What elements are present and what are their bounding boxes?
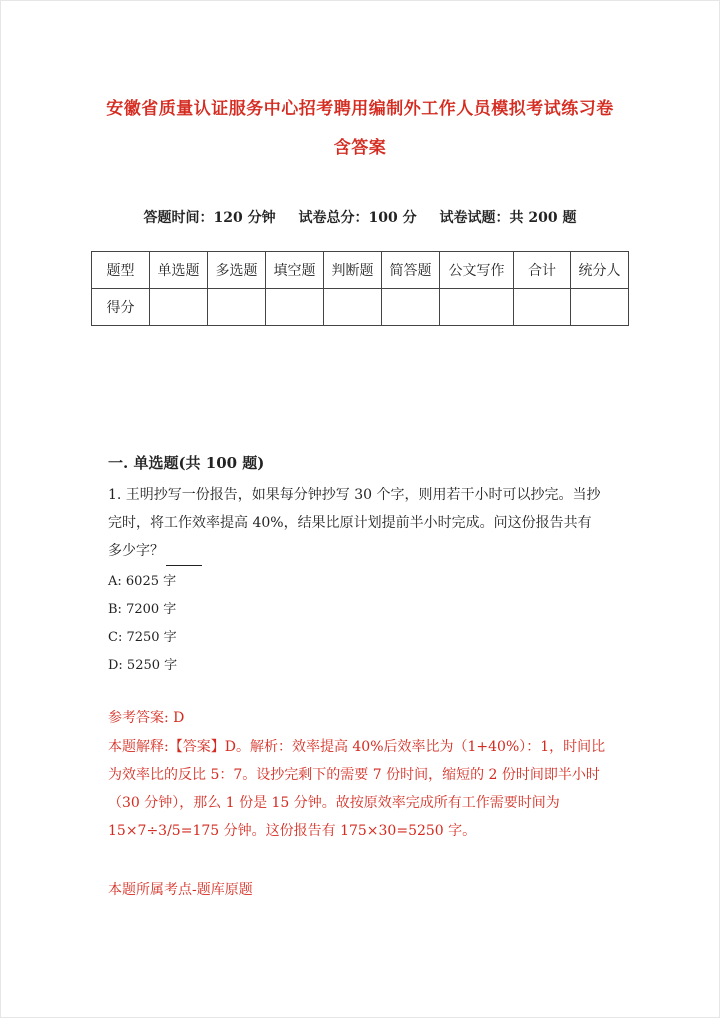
header-cell-scorer: 统分人 [571, 252, 629, 289]
topic-note: 本题所属考点-题库原题 [108, 882, 253, 898]
question-text-line: 完时，将工作效率提高 40%，结果比原计划提前半小时完成。问这份报告共有 [108, 515, 592, 531]
header-cell-judge: 判断题 [324, 252, 382, 289]
exam-total-score: 试卷总分：100 分 [298, 210, 417, 226]
header-cell-multi: 多选题 [208, 252, 266, 289]
score-table-score-row [92, 289, 629, 326]
answer-blank [166, 549, 202, 566]
reference-answer: 参考答案: D [108, 710, 185, 726]
row-label-score: 得分 [92, 289, 150, 326]
document-title: 安徽省质量认证服务中心招考聘用编制外工作人员模拟考试练习卷 [106, 99, 614, 119]
score-cell [571, 289, 629, 326]
exam-meta [0, 207, 720, 227]
header-cell-fill: 填空题 [266, 252, 324, 289]
header-cell-single: 单选题 [150, 252, 208, 289]
explanation-line: 为效率比的反比 5：7。设抄完剩下的需要 7 份时间，缩短的 2 份时间即半小时 [108, 767, 600, 783]
header-cell-writing: 公文写作 [440, 252, 514, 289]
header-cell-total: 合计 [514, 252, 571, 289]
score-table-header-row [92, 252, 629, 289]
score-cell [208, 289, 266, 326]
score-cell [324, 289, 382, 326]
explanation-line: 15×7÷3/5=175 分钟。这份报告有 175×30=5250 字。 [108, 823, 477, 839]
score-cell [382, 289, 440, 326]
score-cell [514, 289, 571, 326]
section-title: 一. 单选题(共 100 题) [108, 454, 265, 472]
exam-time: 答题时间：120 分钟 [143, 210, 276, 226]
score-cell [150, 289, 208, 326]
score-cell [266, 289, 324, 326]
explanation-line: （30 分钟），那么 1 份是 15 分钟。故按原效率完成所有工作需要时间为 [108, 795, 560, 811]
document-title-line2: 含答案 [333, 138, 387, 158]
question-text-line [108, 537, 618, 566]
option-a: A: 6025 字 [108, 574, 177, 589]
score-cell [440, 289, 514, 326]
option-d: D: 5250 字 [108, 658, 178, 673]
explanation-line: 本题解释:【答案】D。解析：效率提高 40%后效率比为（1+40%）：1，时间比 [108, 739, 606, 755]
question-text-line: 1. 王明抄写一份报告，如果每分钟抄写 30 个字，则用若干小时可以抄完。当抄 [108, 487, 601, 503]
score-table [91, 251, 629, 326]
option-c: C: 7250 字 [108, 630, 177, 645]
header-cell-short: 简答题 [382, 252, 440, 289]
header-cell-type: 题型 [92, 252, 150, 289]
question-text-tail: 多少字？ [108, 543, 164, 559]
option-b: B: 7200 字 [108, 602, 177, 617]
exam-question-count: 试卷试题：共 200 题 [439, 210, 577, 226]
